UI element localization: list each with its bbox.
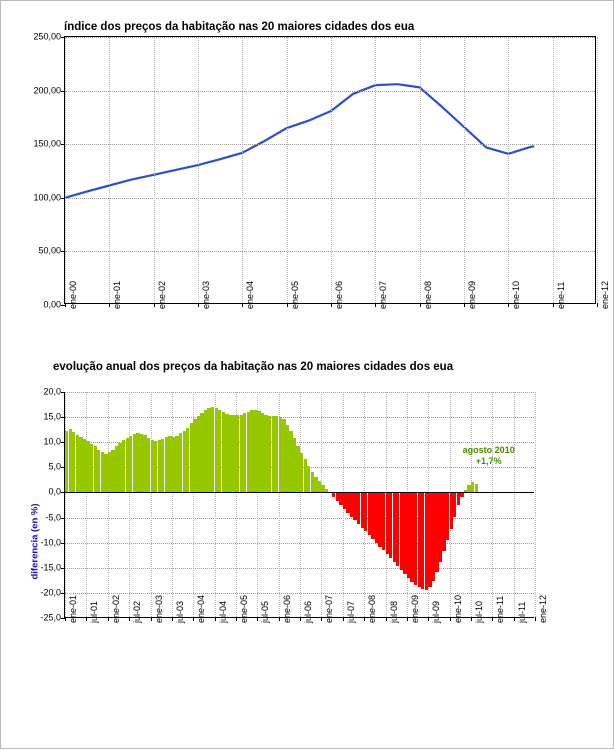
- annotation-agosto-2010: [449, 445, 529, 467]
- y-tick-label: 5,0: [48, 461, 61, 472]
- gridline-x: [287, 37, 288, 303]
- x-tick-label: ene-08: [422, 280, 433, 309]
- gridline-y: [65, 144, 595, 145]
- gridline-x: [464, 37, 465, 303]
- gridline-x: [300, 392, 301, 617]
- x-tick-label: ene-03: [153, 594, 164, 623]
- gridline-x: [129, 392, 130, 617]
- x-tick-label: ene-11: [555, 281, 566, 309]
- x-tick-mark: [109, 303, 110, 307]
- x-tick-label: jul-02: [132, 600, 143, 623]
- gridline-y: [65, 37, 595, 38]
- house-price-index-chart: [1, 1, 614, 346]
- gridline-x: [154, 37, 155, 303]
- x-tick-label: ene-01: [68, 594, 78, 623]
- gridline-x: [420, 37, 421, 303]
- x-tick-label: ene-08: [367, 594, 378, 623]
- bar-ago-10: [475, 484, 478, 493]
- y-tick-label: 250,00: [33, 31, 61, 42]
- x-tick-label: jul-08: [388, 600, 399, 623]
- y-tick-label: 15,0: [43, 411, 61, 422]
- x-tick-label: ene-07: [378, 280, 389, 309]
- gridline-y: [65, 198, 595, 199]
- x-tick-mark: [108, 617, 109, 621]
- x-tick-mark: [151, 617, 152, 621]
- x-tick-label: jul-06: [303, 600, 313, 623]
- chart-title-bottom: evolução anual dos preços da habitação nas 20 maiores cidades dos eua: [53, 361, 454, 373]
- x-tick-label: jul-04: [217, 600, 228, 623]
- plot-area-top: [33, 31, 610, 310]
- x-tick-label: ene-06: [281, 594, 292, 623]
- x-tick-mark: [65, 617, 66, 621]
- gridline-x: [198, 37, 199, 303]
- x-tick-label: ene-04: [196, 594, 207, 623]
- gridline-x: [331, 37, 332, 303]
- gridline-x: [172, 392, 173, 617]
- x-tick-label: ene-02: [156, 280, 167, 309]
- x-tick-mark: [198, 303, 199, 307]
- gridline-x: [597, 37, 598, 303]
- annotation-line-1: agosto 2010: [462, 444, 515, 455]
- x-tick-mark: [420, 303, 421, 307]
- x-tick-mark: [553, 303, 554, 307]
- x-tick-mark: [86, 617, 87, 621]
- x-tick-mark: [215, 617, 216, 621]
- x-tick-mark: [508, 303, 509, 307]
- x-tick-label: ene-05: [289, 280, 300, 309]
- annual-house-price-change-chart: [1, 346, 614, 750]
- y-tick-label: 10,0: [43, 436, 61, 447]
- y-tick-label: 150,00: [33, 138, 61, 149]
- x-tick-label: jul-10: [473, 600, 484, 623]
- x-tick-label: ene-00: [68, 280, 78, 309]
- x-tick-label: ene-01: [112, 280, 123, 309]
- x-tick-mark: [597, 303, 598, 307]
- gridline-x: [535, 392, 536, 617]
- x-tick-label: ene-09: [467, 280, 477, 309]
- y-tick-label: 200,00: [33, 85, 61, 96]
- x-tick-mark: [407, 617, 408, 621]
- x-tick-mark: [65, 303, 66, 307]
- gridline-x: [86, 392, 87, 617]
- x-tick-label: jul-11: [516, 601, 527, 623]
- x-tick-label: jul-07: [345, 600, 356, 623]
- x-tick-mark: [154, 303, 155, 307]
- gridline-x: [553, 37, 554, 303]
- x-tick-label: jul-01: [89, 600, 100, 623]
- y-tick-label: -20,0: [40, 587, 61, 598]
- gridline-x: [109, 37, 110, 303]
- x-tick-label: ene-04: [245, 280, 256, 309]
- x-tick-label: ene-06: [334, 280, 344, 309]
- x-tick-label: jul-09: [431, 600, 442, 623]
- zero-axis-line: [65, 492, 534, 493]
- x-tick-mark: [450, 617, 451, 621]
- x-tick-label: ene-05: [238, 594, 249, 623]
- gridline-x: [242, 37, 243, 303]
- x-tick-mark: [193, 617, 194, 621]
- x-tick-mark: [492, 617, 493, 621]
- gridline-x: [65, 392, 66, 617]
- y-tick-label: -15,0: [40, 562, 61, 573]
- chart-title-top: índice dos preços da habitação nas 20 maiores cidades dos eua: [64, 21, 415, 33]
- x-tick-mark: [535, 617, 536, 621]
- x-tick-mark: [331, 303, 332, 307]
- x-tick-mark: [300, 617, 301, 621]
- x-tick-mark: [287, 303, 288, 307]
- gridline-x: [321, 392, 322, 617]
- gridline-x: [492, 392, 493, 617]
- x-tick-mark: [279, 617, 280, 621]
- x-tick-mark: [257, 617, 258, 621]
- x-tick-label: ene-07: [324, 594, 335, 623]
- x-tick-label: ene-10: [452, 594, 463, 623]
- gridline-x: [471, 392, 472, 617]
- x-tick-mark: [428, 617, 429, 621]
- x-tick-mark: [236, 617, 237, 621]
- gridline-x: [508, 37, 509, 303]
- y-tick-label: 20,0: [43, 386, 61, 397]
- gridline-x: [375, 37, 376, 303]
- x-tick-label: ene-10: [511, 280, 522, 309]
- x-tick-label: ene-03: [201, 280, 211, 309]
- x-tick-mark: [242, 303, 243, 307]
- gridline-y: [65, 251, 595, 252]
- x-tick-label: ene-12: [600, 280, 610, 309]
- x-tick-label: ene-12: [538, 594, 548, 623]
- y-tick-label: 0,0: [48, 486, 61, 497]
- y-tick-label: 0,00: [43, 299, 61, 310]
- y-tick-label: -10,0: [40, 537, 61, 548]
- gridline-x: [514, 392, 515, 617]
- y-axis-label-bottom: diferencia (en %): [29, 503, 41, 580]
- x-tick-mark: [364, 617, 365, 621]
- x-tick-mark: [172, 617, 173, 621]
- gridline-y: [65, 91, 595, 92]
- x-tick-mark: [375, 303, 376, 307]
- x-tick-label: ene-11: [495, 595, 506, 623]
- x-tick-label: ene-09: [409, 594, 420, 623]
- x-tick-mark: [514, 617, 515, 621]
- x-tick-label: ene-02: [110, 594, 121, 623]
- gridline-x: [108, 392, 109, 617]
- x-tick-label: jul-03: [174, 600, 185, 623]
- gridline-x: [151, 392, 152, 617]
- plot-area-bottom: [40, 386, 548, 623]
- y-tick-label: 100,00: [33, 192, 61, 203]
- x-tick-label: jul-05: [260, 600, 271, 623]
- y-tick-label: 50,00: [38, 245, 61, 256]
- y-tick-label: -5,0: [45, 512, 61, 523]
- x-tick-mark: [321, 617, 322, 621]
- gridline-x: [65, 37, 66, 303]
- annotation-line-2: +1,7%: [475, 455, 502, 466]
- x-tick-mark: [129, 617, 130, 621]
- x-tick-mark: [464, 303, 465, 307]
- x-tick-mark: [386, 617, 387, 621]
- y-tick-label: -25,0: [40, 612, 61, 623]
- x-tick-mark: [343, 617, 344, 621]
- x-tick-mark: [471, 617, 472, 621]
